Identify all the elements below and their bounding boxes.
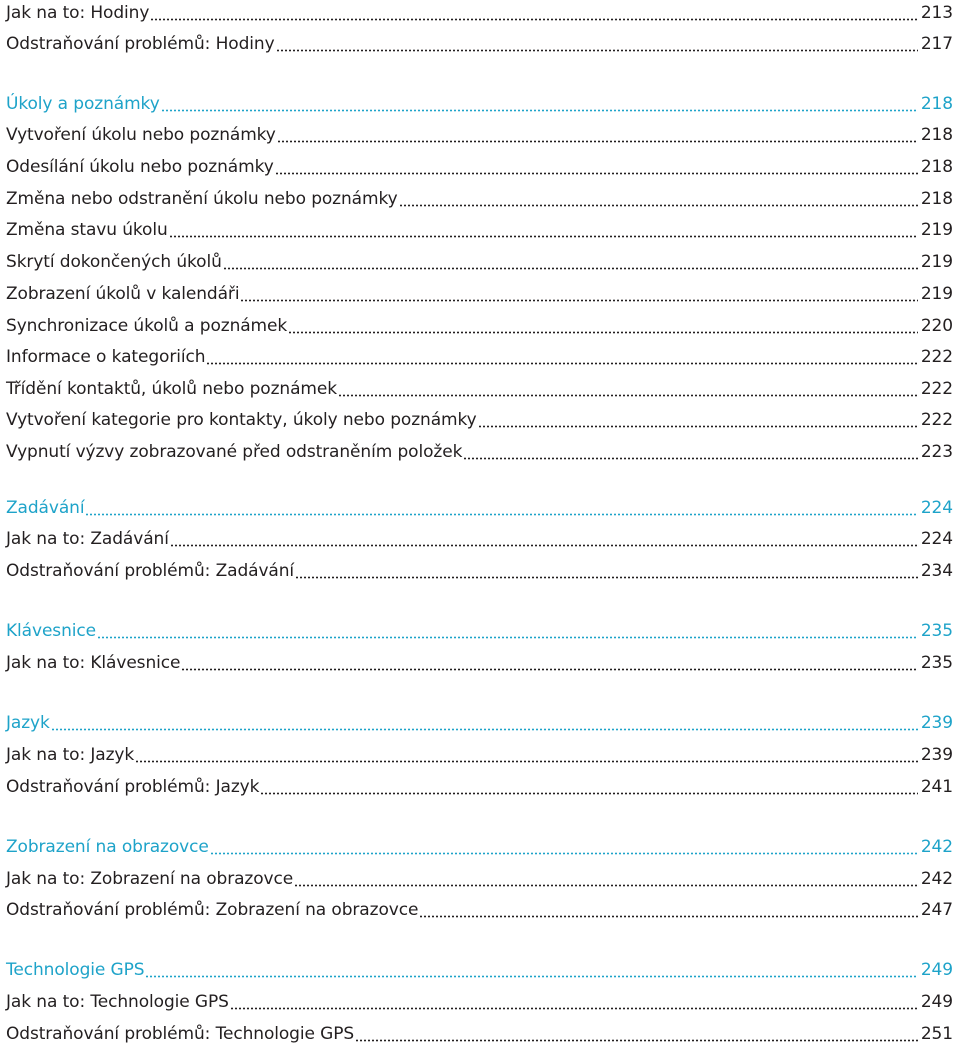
dot-leader: [169, 220, 918, 238]
toc-section-entry: [6, 496, 953, 520]
toc-section-entry: [6, 711, 953, 735]
toc-entry-title: Jak na to: Technologie GPS: [6, 992, 229, 1012]
toc-entry: [6, 32, 953, 56]
dot-leader: [399, 189, 918, 207]
toc-entry: [6, 345, 953, 369]
toc-entry-page-number: 218: [920, 125, 953, 145]
dot-leader: [275, 157, 918, 175]
toc-entry-page-number: 241: [920, 777, 953, 797]
toc-entry: [6, 1, 953, 25]
toc-entry-page-number: 218: [920, 157, 953, 177]
dot-leader: [419, 900, 918, 918]
dot-leader: [97, 621, 918, 639]
toc-section-entry: [6, 958, 953, 982]
toc-section-entry: [6, 619, 953, 643]
toc-entry-page-number: 239: [920, 713, 953, 733]
toc-entry: [6, 651, 953, 675]
dot-leader: [295, 561, 918, 579]
toc-entry-title: Zobrazení na obrazovce: [6, 837, 209, 857]
toc-entry-title: Vytvoření kategorie pro kontakty, úkoly nebo poznámky: [6, 410, 477, 430]
toc-entry: [6, 743, 953, 767]
toc-entry-title: Úkoly a poznámky: [6, 94, 160, 114]
toc-entry-page-number: 247: [920, 900, 953, 920]
dot-leader: [355, 1024, 918, 1042]
toc-section-entry: [6, 92, 953, 116]
toc-entry: [6, 898, 953, 922]
toc-entry-page-number: 251: [920, 1024, 953, 1044]
toc-entry-title: Jak na to: Jazyk: [6, 745, 135, 765]
toc-entry: [6, 314, 953, 338]
toc-entry-page-number: 239: [920, 745, 953, 765]
toc-entry-title: Jak na to: Klávesnice: [6, 653, 181, 673]
toc-entry-page-number: 222: [920, 379, 953, 399]
toc-entry-page-number: 249: [920, 992, 953, 1012]
toc-entry: [6, 867, 953, 891]
dot-leader: [51, 713, 918, 731]
toc-entry-title: Odesílání úkolu nebo poznámky: [6, 157, 274, 177]
toc-entry: [6, 408, 953, 432]
toc-entry-page-number: 224: [920, 529, 953, 549]
dot-leader: [223, 252, 918, 270]
toc-section-entry: [6, 835, 953, 859]
toc-entry-page-number: 219: [920, 284, 953, 304]
toc-entry-title: Vypnutí výzvy zobrazované před odstraněním položek: [6, 442, 463, 462]
toc-entry: [6, 123, 953, 147]
dot-leader: [260, 777, 917, 795]
toc-entry-title: Odstraňování problémů: Technologie GPS: [6, 1024, 355, 1044]
toc-entry: [6, 377, 953, 401]
dot-leader: [170, 529, 918, 547]
toc-entry-title: Technologie GPS: [6, 960, 145, 980]
dot-leader: [277, 125, 918, 143]
toc-entry-page-number: 242: [920, 869, 953, 889]
toc-entry-title: Zadávání: [6, 498, 85, 518]
dot-leader: [276, 34, 918, 52]
toc-entry-title: Změna nebo odstranění úkolu nebo poznámky: [6, 189, 398, 209]
toc-entry: [6, 1022, 953, 1046]
toc-entry: [6, 187, 953, 211]
toc-entry: [6, 775, 953, 799]
toc-entry: [6, 218, 953, 242]
toc-entry-page-number: 213: [920, 3, 953, 23]
dot-leader: [294, 869, 918, 887]
toc-entry: [6, 990, 953, 1014]
toc-entry-title: Skrytí dokončených úkolů: [6, 252, 222, 272]
dot-leader: [230, 992, 918, 1010]
toc-entry-title: Jak na to: Hodiny: [6, 3, 150, 23]
toc-entry-title: Zobrazení úkolů v kalendáři: [6, 284, 240, 304]
toc-entry-title: Klávesnice: [6, 621, 96, 641]
toc-entry-page-number: 220: [920, 316, 953, 336]
toc-entry-page-number: 218: [920, 189, 953, 209]
toc-entry-page-number: 249: [920, 960, 953, 980]
toc-entry: [6, 250, 953, 274]
toc-entry-title: Odstraňování problémů: Zobrazení na obrazovce: [6, 900, 419, 920]
toc-entry-title: Změna stavu úkolu: [6, 220, 168, 240]
dot-leader: [181, 653, 918, 671]
toc-entry-page-number: 223: [920, 442, 953, 462]
dot-leader: [206, 347, 917, 365]
toc-entry-title: Jazyk: [6, 713, 50, 733]
toc-entry: [6, 440, 953, 464]
toc-entry-title: Informace o kategoriích: [6, 347, 206, 367]
toc-entry-page-number: 242: [920, 837, 953, 857]
toc-entry-page-number: 222: [920, 347, 953, 367]
dot-leader: [161, 94, 918, 112]
toc-entry-title: Synchronizace úkolů a poznámek: [6, 316, 288, 336]
toc-entry: [6, 155, 953, 179]
toc-entry-page-number: 219: [920, 252, 953, 272]
toc-entry-page-number: 222: [920, 410, 953, 430]
toc-entry: [6, 559, 953, 583]
toc-entry-page-number: 235: [920, 653, 953, 673]
dot-leader: [150, 3, 918, 21]
dot-leader: [210, 837, 918, 855]
toc-entry-page-number: 217: [920, 34, 953, 54]
toc-entry-page-number: 235: [920, 621, 953, 641]
toc-entry: [6, 282, 953, 306]
toc-entry-page-number: 224: [920, 498, 953, 518]
toc-entry-title: Třídění kontaktů, úkolů nebo poznámek: [6, 379, 337, 399]
dot-leader: [478, 410, 918, 428]
dot-leader: [135, 745, 918, 763]
toc-entry-title: Odstraňování problémů: Jazyk: [6, 777, 260, 797]
toc-entry-page-number: 234: [920, 561, 953, 581]
toc-entry: [6, 527, 953, 551]
toc-entry-page-number: 219: [920, 220, 953, 240]
toc-entry-title: Jak na to: Zobrazení na obrazovce: [6, 869, 294, 889]
dot-leader: [338, 379, 918, 397]
dot-leader: [145, 960, 917, 978]
toc-entry-page-number: 218: [920, 94, 953, 114]
dot-leader: [240, 284, 917, 302]
toc-entry-title: Vytvoření úkolu nebo poznámky: [6, 125, 276, 145]
toc-entry-title: Odstraňování problémů: Hodiny: [6, 34, 275, 54]
toc-entry-title: Jak na to: Zadávání: [6, 529, 169, 549]
dot-leader: [463, 442, 918, 460]
dot-leader: [85, 498, 917, 516]
dot-leader: [288, 316, 918, 334]
toc-entry-title: Odstraňování problémů: Zadávání: [6, 561, 295, 581]
